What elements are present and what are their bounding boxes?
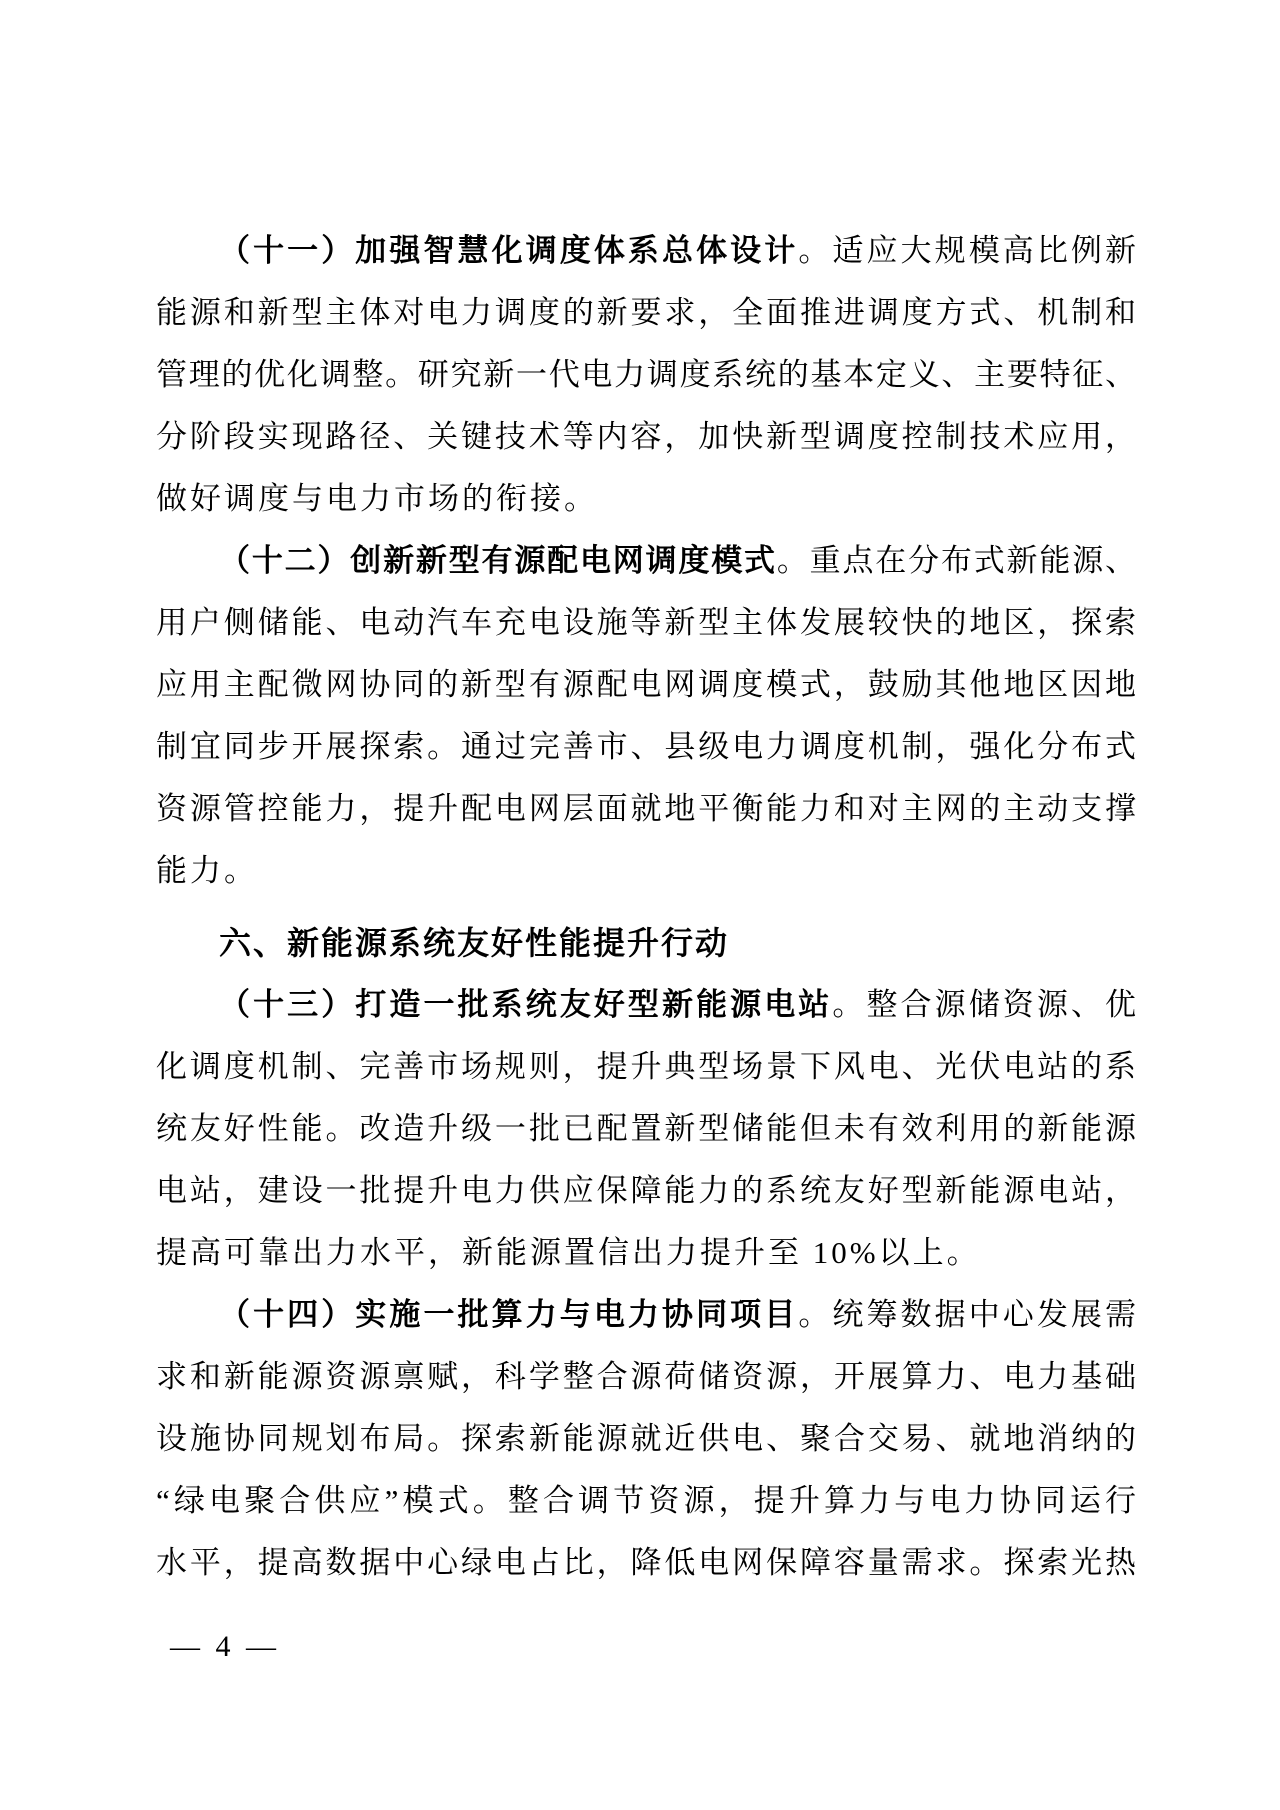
paragraph-lead-rest: 。适应大规模高比例新 [798,233,1136,268]
text-line [156,530,1136,592]
text-line: 分阶段实现路径、关键技术等内容，加快新型调度控制技术应用， [156,419,1136,454]
paragraph-lead-rest: 。统筹数据中心发展需 [798,1297,1136,1332]
text-line: 统友好性能。改造升级一批已配置新型储能但未有效利用的新能源 [156,1111,1136,1146]
text-line: 化调度机制、完善市场规则，提升典型场景下风电、光伏电站的系 [156,1049,1136,1084]
paragraph [156,1284,1136,1594]
paragraph-lead: （十一）加强智慧化调度体系总体设计 [219,233,799,268]
text-line: 做好调度与电力市场的衔接。 [156,481,598,516]
paragraph-lead-rest: 。重点在分布式新能源、 [776,543,1136,578]
text-line [156,220,1136,282]
text-line: 用户侧储能、电动汽车充电设施等新型主体发展较快的地区，探索 [156,605,1136,640]
text-line: “绿电聚合供应”模式。整合调节资源，提升算力与电力协同运行 [156,1483,1136,1518]
text-line: 资源管控能力，提升配电网层面就地平衡能力和对主网的主动支撑 [156,791,1136,826]
page-number: — 4 — [170,1630,280,1663]
text-line: 水平，提高数据中心绿电占比，降低电网保障容量需求。探索光热 [156,1545,1136,1580]
paragraph-lead-rest: 。整合源储资源、优 [832,987,1136,1022]
text-line: 能源和新型主体对电力调度的新要求，全面推进调度方式、机制和 [156,295,1136,330]
paragraph-lead: （十二）创新新型有源配电网调度模式 [219,543,777,578]
text-line: 能力。 [156,853,258,888]
paragraph-lead: （十三）打造一批系统友好型新能源电站 [219,987,833,1022]
paragraph [156,974,1136,1284]
text-line: 求和新能源资源禀赋，科学整合源荷储资源，开展算力、电力基础 [156,1359,1136,1394]
paragraph [156,530,1136,902]
text-line: 制宜同步开展探索。通过完善市、县级电力调度机制，强化分布式 [156,729,1136,764]
text-line: 应用主配微网协同的新型有源配电网调度模式，鼓励其他地区因地 [156,667,1136,702]
document-body [156,220,1136,1594]
section-heading: 六、新能源系统友好性能提升行动 [219,925,730,961]
text-line: 电站，建设一批提升电力供应保障能力的系统友好型新能源电站， [156,1173,1136,1208]
paragraph-lead: （十四）实施一批算力与电力协同项目 [219,1297,799,1332]
text-line: 管理的优化调整。研究新一代电力调度系统的基本定义、主要特征、 [156,357,1136,392]
text-line [156,974,1136,1036]
text-line [156,1284,1136,1346]
text-line: 提高可靠出力水平，新能源置信出力提升至 10%以上。 [156,1235,981,1270]
paragraph [156,220,1136,530]
text-line: 设施协同规划布局。探索新能源就近供电、聚合交易、就地消纳的 [156,1421,1136,1456]
